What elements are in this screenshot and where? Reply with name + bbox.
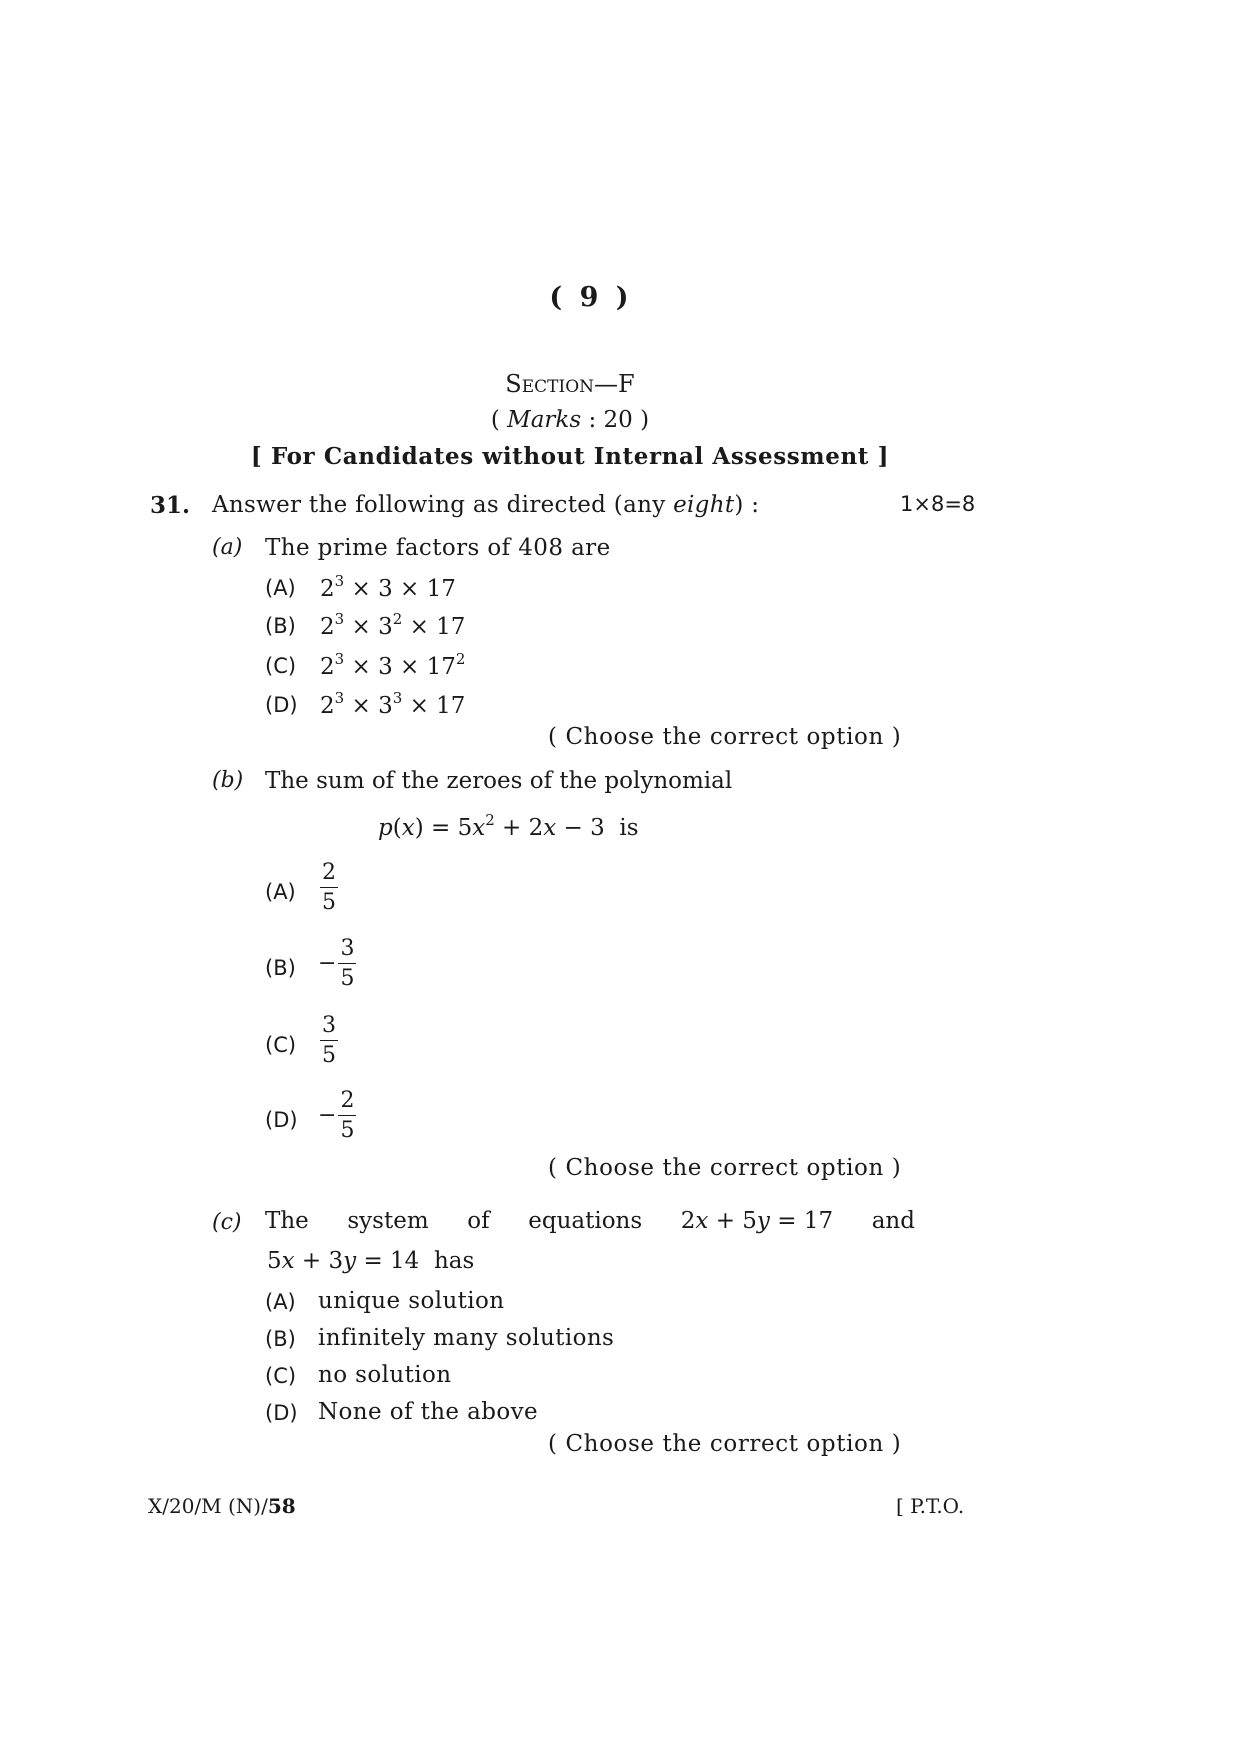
part-a-label: (a) bbox=[212, 535, 243, 560]
part-b-polynomial: $p(x) = 5x^2 + 2x - 3$ is bbox=[378, 811, 639, 841]
part-b-option-b-label: (B) bbox=[265, 956, 296, 980]
section-heading bbox=[470, 370, 670, 398]
part-a-option-d: $2^3 \times 3^3 \times 17$ bbox=[320, 689, 466, 719]
part-b-option-b: − $\frac{3}{5}$ bbox=[318, 936, 355, 992]
part-c-text-line1: The system of equations 2x + 5y = 17 and bbox=[265, 1208, 915, 1234]
part-b-option-d: − $\frac{2}{5}$ bbox=[318, 1088, 355, 1144]
part-c-instruction: ( Choose the correct option ) bbox=[548, 1431, 902, 1457]
section-suffix: —F bbox=[594, 370, 635, 398]
part-c-equation-1: 2x + 5y = 17 bbox=[680, 1208, 834, 1234]
part-b-option-a-label: (A) bbox=[265, 880, 296, 904]
part-a-option-c-label: (C) bbox=[265, 654, 297, 678]
part-c-option-b-label: (B) bbox=[265, 1327, 296, 1351]
part-c-label: (c) bbox=[212, 1210, 242, 1235]
part-a-option-b: $2^3 \times 3^2 \times 17$ bbox=[320, 610, 466, 640]
part-a-option-c: $2^3 \times 3 \times 17^2$ bbox=[320, 650, 466, 680]
section-marks: ( Marks : 20 ) bbox=[490, 407, 650, 433]
part-a-option-a-label: (A) bbox=[265, 576, 296, 600]
paper-code: X/20/M (N)/58 bbox=[148, 1494, 296, 1518]
part-a-option-a: $2^3 \times 3 \times 17$ bbox=[320, 572, 456, 602]
part-a-text: The prime factors of 408 are bbox=[265, 535, 611, 561]
part-b-option-d-label: (D) bbox=[265, 1108, 298, 1132]
part-c-text-line2: 5x + 3y = 14 has bbox=[267, 1248, 475, 1274]
part-c-option-d-label: (D) bbox=[265, 1401, 298, 1425]
part-c-option-a: unique solution bbox=[318, 1288, 505, 1314]
part-c-option-a-label: (A) bbox=[265, 1290, 296, 1314]
part-c-option-c: no solution bbox=[318, 1362, 452, 1388]
part-b-option-c-label: (C) bbox=[265, 1033, 297, 1057]
part-a-instruction: ( Choose the correct option ) bbox=[548, 724, 902, 750]
question-marks: 1×8=8 bbox=[900, 492, 976, 516]
section-prefix: Section bbox=[505, 370, 595, 398]
pto-marker: [ P.T.O. bbox=[896, 1494, 965, 1518]
page-number: ( 9 ) bbox=[549, 282, 633, 313]
part-b-option-a: $\frac{2}{5}$ bbox=[322, 860, 336, 916]
part-b-label: (b) bbox=[212, 768, 244, 793]
part-c-option-b: infinitely many solutions bbox=[318, 1325, 615, 1351]
candidates-note: [ For Candidates without Internal Assessment ] bbox=[250, 443, 890, 470]
marks-label: Marks bbox=[507, 407, 582, 433]
part-b-text: The sum of the zeroes of the polynomial bbox=[265, 768, 733, 794]
part-b-instruction: ( Choose the correct option ) bbox=[548, 1155, 902, 1181]
marks-value: : 20 bbox=[588, 407, 633, 433]
question-number: 31. bbox=[150, 492, 191, 519]
part-a-option-b-label: (B) bbox=[265, 614, 296, 638]
part-a-option-d-label: (D) bbox=[265, 693, 298, 717]
part-c-option-c-label: (C) bbox=[265, 1364, 297, 1388]
question-text: Answer the following as directed (any eight) : bbox=[212, 492, 760, 518]
part-c-option-d: None of the above bbox=[318, 1399, 539, 1425]
part-c-equation-2: 5x + 3y = 14 bbox=[267, 1248, 420, 1274]
part-b-option-c: $\frac{3}{5}$ bbox=[322, 1013, 336, 1069]
